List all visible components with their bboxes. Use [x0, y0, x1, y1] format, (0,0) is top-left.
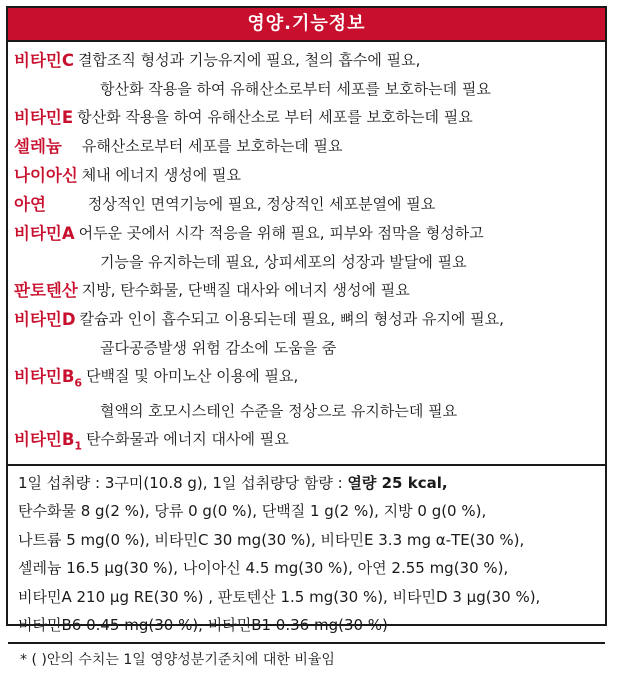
function-row — [14, 104, 597, 131]
nutrient-description — [62, 133, 597, 160]
function-row — [14, 220, 597, 247]
description-line: 항산화 작용을 하여 유해산소로 부터 세포를 보호하는데 필요 — [77, 108, 473, 126]
nutrient-name: 판토텐산 — [14, 281, 78, 300]
nutrition-facts — [8, 464, 605, 642]
nutrient-description — [75, 220, 597, 247]
function-row — [14, 306, 597, 333]
nutrient-name: 셀레늄 — [14, 137, 62, 156]
facts-line: 탄수화물 8 g(2 %), 당류 0 g(0 %), 단백질 1 g(2 %), 지방 0 g(0 %), — [18, 502, 487, 521]
description-line: 결합조직 형성과 기능유지에 필요, 철의 흡수에 필요, — [77, 51, 421, 69]
nutrient-description — [74, 47, 597, 74]
nutrient-name: 비타민C — [14, 51, 74, 70]
description-line: 유해산소로부터 세포를 보호하는데 필요 — [81, 137, 343, 155]
description-line: 골다공증발생 위험 감소에 도움을 줌 — [100, 339, 337, 357]
facts-line: 나트륨 5 mg(0 %), 비타민C 30 mg(30 %), 비타민E 3.3 mg α-TE(30 %), — [18, 530, 525, 549]
nutrient-name-text: 비타민B — [14, 367, 75, 386]
nutrient-description — [76, 306, 597, 333]
description-line: 혈액의 호모시스테인 수준을 정상으로 유지하는데 필요 — [100, 402, 458, 421]
function-row — [14, 162, 597, 189]
description-line: 정상적인 면역기능에 필요, 정상적인 세포분열에 필요 — [87, 195, 436, 213]
function-row — [14, 363, 597, 396]
nutrient-name — [14, 426, 82, 459]
function-list — [8, 42, 605, 464]
nutrient-name: 비타민A — [14, 224, 75, 243]
nutrient-description — [46, 191, 597, 218]
nutrient-name-subscript: 1 — [74, 439, 83, 453]
nutrient-description — [82, 426, 597, 453]
description-line: 지방, 탄수화물, 단백질 대사와 에너지 생성에 필요 — [81, 281, 410, 299]
calorie-info: 열량 25 kcal, — [347, 473, 448, 492]
nutrient-name-text: 비타민B — [14, 430, 75, 450]
nutrient-name-subscript: 6 — [74, 376, 83, 390]
footnote: * ( )안의 수치는 1일 영양성분기준치에 대한 비율임 — [8, 642, 605, 674]
facts-line: 셀레늄 16.5 μg(30 %), 나이아신 4.5 mg(30 %), 아연 2.55 mg(30 %), — [18, 559, 509, 578]
description-line: 항산화 작용을 하여 유해산소로부터 세포를 보호하는데 필요 — [100, 80, 491, 98]
facts-line: 비타민B6 0.45 mg(30 %), 비타민B1 0.36 mg(30 %) — [18, 616, 388, 635]
nutrient-description — [78, 277, 597, 304]
function-row — [14, 426, 597, 459]
serving-info: 1일 섭취량 : 3구미(10.8 g), 1일 섭취량당 함량 : — [18, 473, 348, 492]
description-line: 기능을 유지하는데 필요, 상피세포의 성장과 발달에 필요 — [100, 253, 467, 271]
description-line: 단백질 및 아미노산 이용에 필요, — [86, 367, 299, 385]
description-line: 칼슘과 인이 흡수되고 이용되는데 필요, 뼈의 형성과 유지에 필요, — [79, 310, 504, 328]
nutrient-name: 아연 — [14, 195, 46, 214]
nutrient-description — [78, 162, 597, 189]
nutrient-description — [82, 363, 597, 390]
panel-title: 영양.기능정보 — [8, 8, 605, 42]
facts-line: 비타민A 210 μg RE(30 %) , 판토텐산 1.5 mg(30 %), 비타민D 3 μg(30 %), — [18, 587, 541, 606]
facts-line — [18, 469, 597, 498]
function-row — [14, 133, 597, 160]
nutrient-name — [14, 363, 82, 396]
description-line: 어두운 곳에서 시각 적응을 위해 필요, 피부와 점막을 형성하고 — [78, 224, 484, 242]
function-row — [14, 191, 597, 218]
nutrient-name: 나이아신 — [14, 166, 78, 185]
nutrient-name: 비타민D — [14, 310, 76, 329]
nutrition-info-panel — [6, 6, 607, 668]
nutrient-name: 비타민E — [14, 108, 74, 127]
function-row — [14, 277, 597, 304]
description-line: 탄수화물과 에너지 대사에 필요 — [86, 430, 289, 449]
function-row — [14, 47, 597, 74]
description-line: 체내 에너지 생성에 필요 — [81, 166, 241, 184]
nutrient-description — [73, 104, 597, 131]
